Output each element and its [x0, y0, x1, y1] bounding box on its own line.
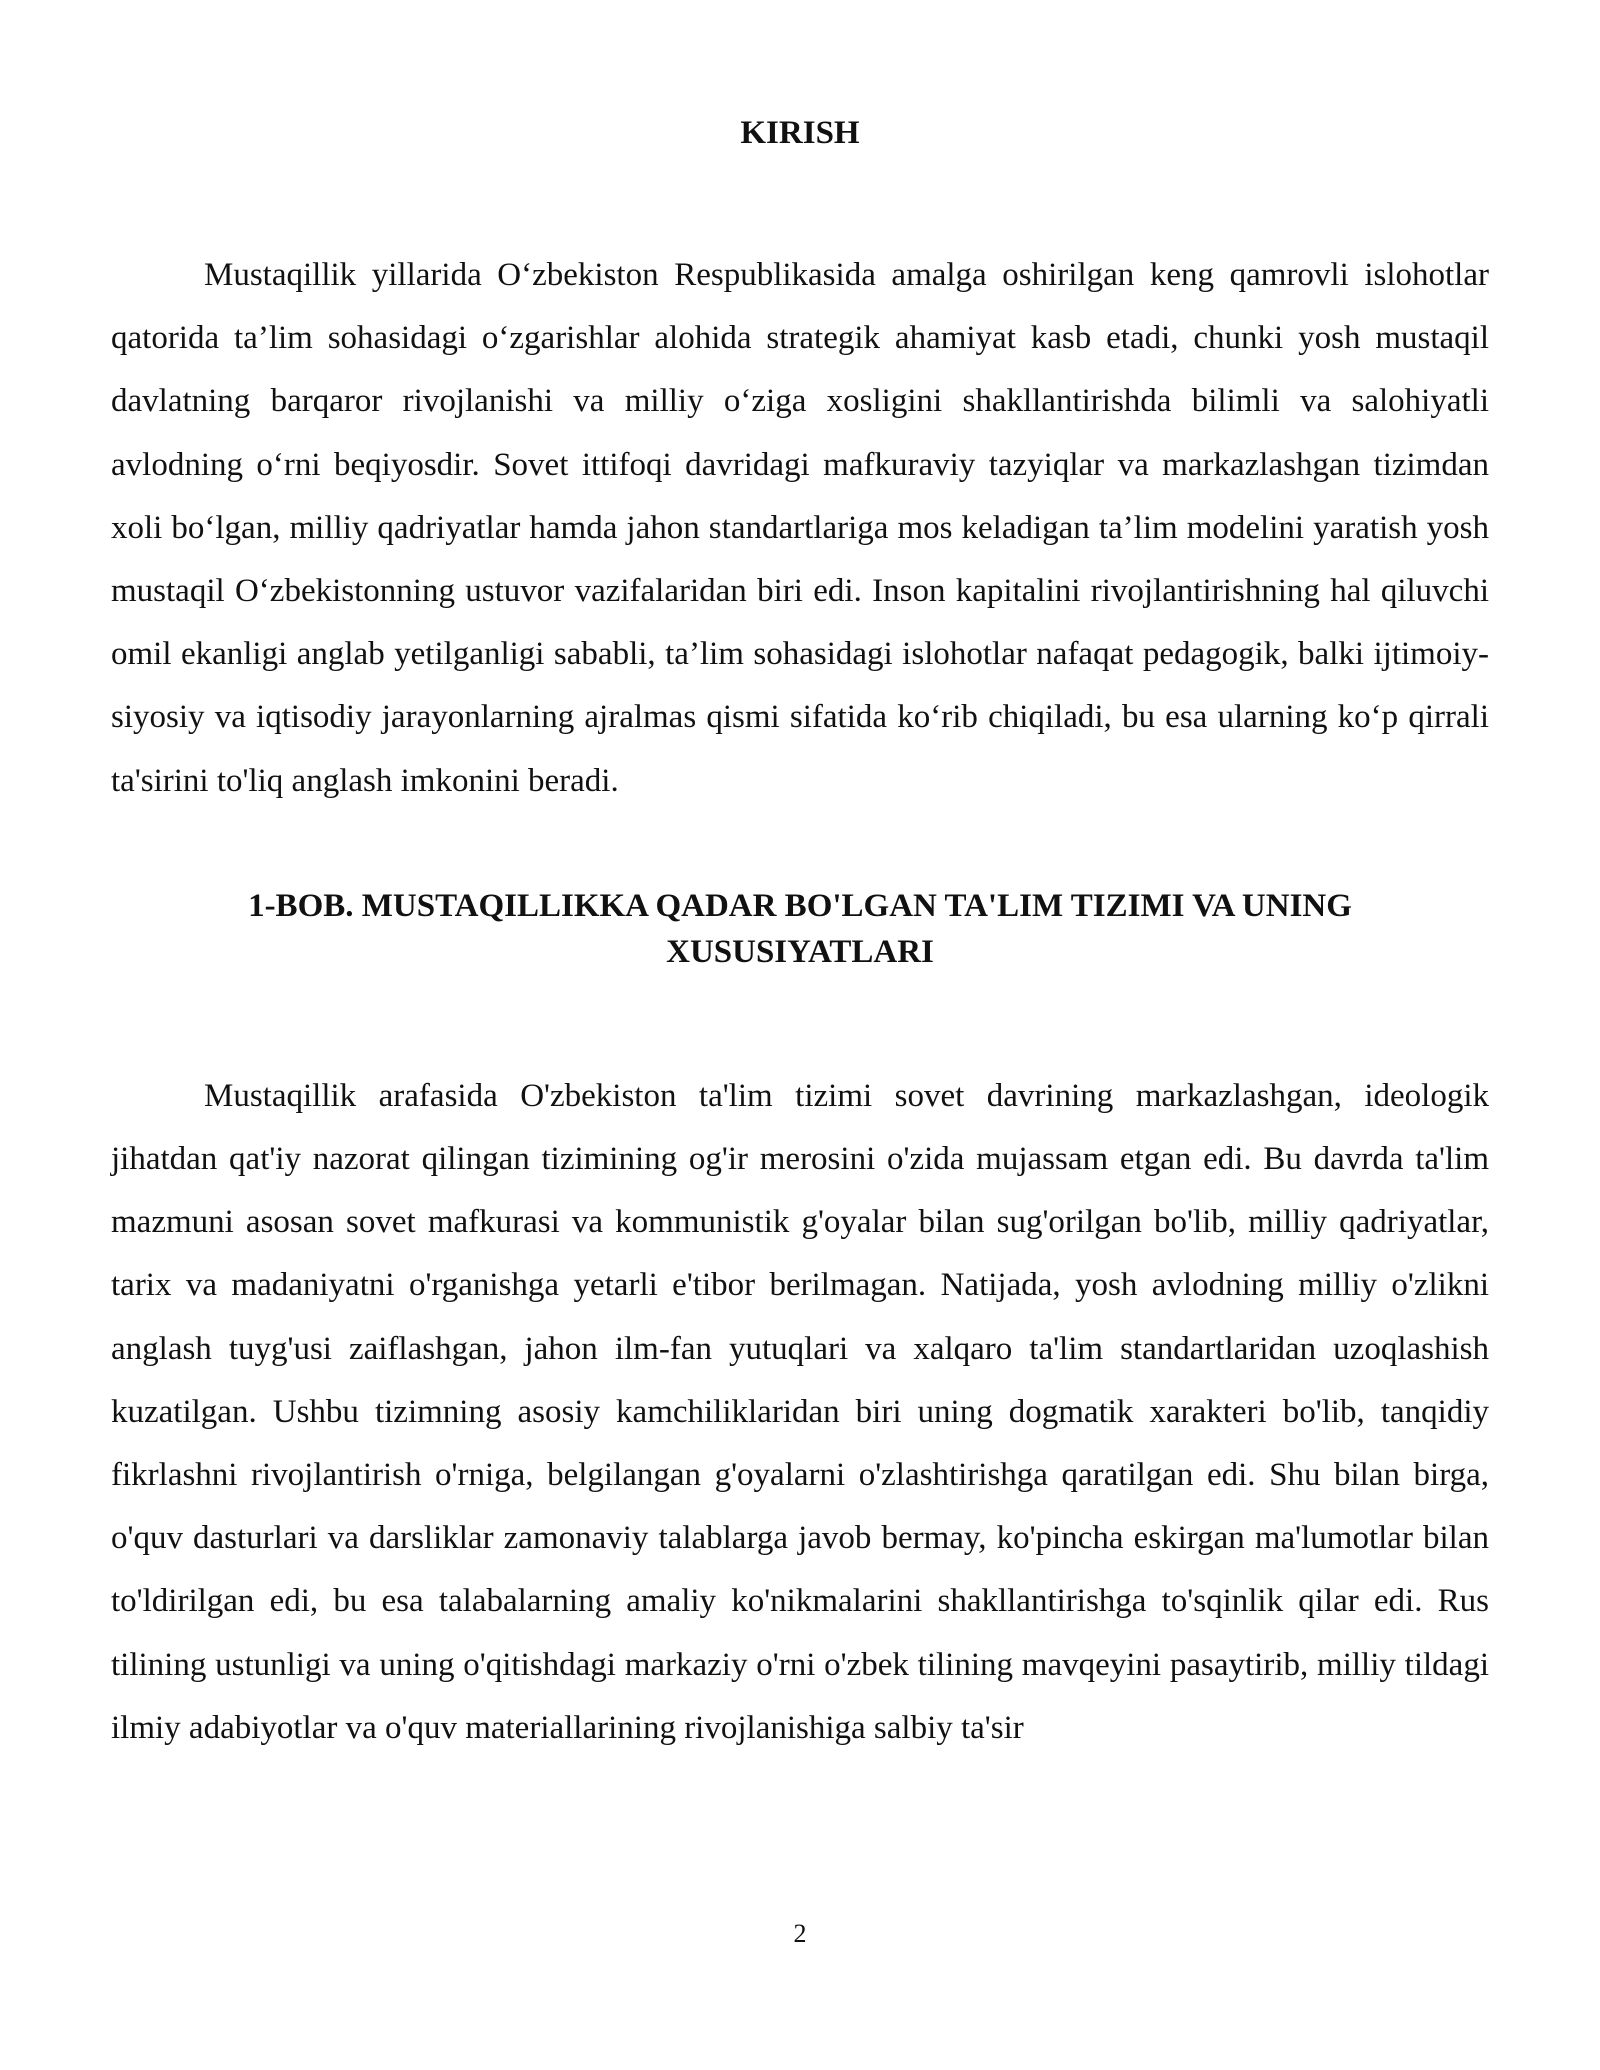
chapter-heading	[111, 883, 1489, 975]
chapter-paragraph: Mustaqillik arafasida O'zbekiston ta'lim tizimi sovet davrining markazlashgan, ideologik jihatdan qat'iy nazorat qilingan tizimining og'ir merosini o'zida mujassam etgan edi. Bu davrda ta'lim mazmuni asosan sovet mafkurasi va kommunistik g'oyalar bilan sug'orilgan bo'lib, milliy qadriyatlar, tarix va madaniyatni o'rganishga yetarli e'tibor berilmagan. Natijada, yosh avlodning milliy o'zlikni anglash tuyg'usi zaiflashgan, jahon ilm-fan yutuqlari va xalqaro ta'lim standartlaridan uzoqlashish kuzatilgan. Ushbu tizimning asosiy kamchiliklaridan biri uning dogmatik xarakteri bo'lib, tanqidiy fikrlashni rivojlantirish o'rniga, belgilangan g'oyalarni o'zlashtirishga qaratilgan edi. Shu bilan birga, o'quv dasturlari va darsliklar zamonaviy talablarga javob bermay, ko'pincha eskirgan ma'lumotlar bilan to'ldirilgan edi, bu esa talabalarning amaliy ko'nikmalarini shakllantirishga to'sqinlik qilar edi. Rus tilining ustunligi va uning o'qitishdagi markaziy o'rni o'zbek tilining mavqeyini pasaytirib, milliy tildagi ilmiy adabiyotlar va o'quv materiallarining rivojlanishiga salbiy ta'sir	[111, 1077, 1489, 1746]
intro-heading: KIRISH	[740, 115, 860, 151]
page-number: 2	[793, 1919, 807, 1948]
chapter-heading-line2: XUSUSIYATLARI	[666, 933, 934, 970]
page-content	[111, 110, 1489, 1760]
intro-paragraph: Mustaqillik yillarida O‘zbekiston Respublikasida amalga oshirilgan keng qamrovli islohotlar qatorida ta’lim sohasidagi o‘zgarishlar alohida strategik ahamiyat kasb etadi, chunki yosh mustaqil davlatning barqaror rivojlanishi va milliy o‘ziga xosligini shakllantirishda bilimli va salohiyatli avlodning o‘rni beqiyosdir. Sovet ittifoqi davridagi mafkuraviy tazyiqlar va markazlashgan tizimdan xoli bo‘lgan, milliy qadriyatlar hamda jahon standartlariga mos keladigan ta’lim modelini yaratish yosh mustaqil O‘zbekistonning ustuvor vazifalaridan biri edi. Inson kapitalini rivojlantirishning hal qiluvchi omil ekanligi anglab yetilganligi sababli, ta’lim sohasidagi islohotlar nafaqat pedagogik, balki ijtimoiy-siyosiy va iqtisodiy jarayonlarning ajralmas qismi sifatida ko‘rib chiqiladi, bu esa ularning ko‘p qirrali ta'sirini to'liq anglash imkonini beradi.	[111, 257, 1489, 799]
chapter-heading-line1: 1-BOB. MUSTAQILLIKKA QADAR BO'LGAN TA'LIM TIZIMI VA UNING	[248, 887, 1352, 924]
